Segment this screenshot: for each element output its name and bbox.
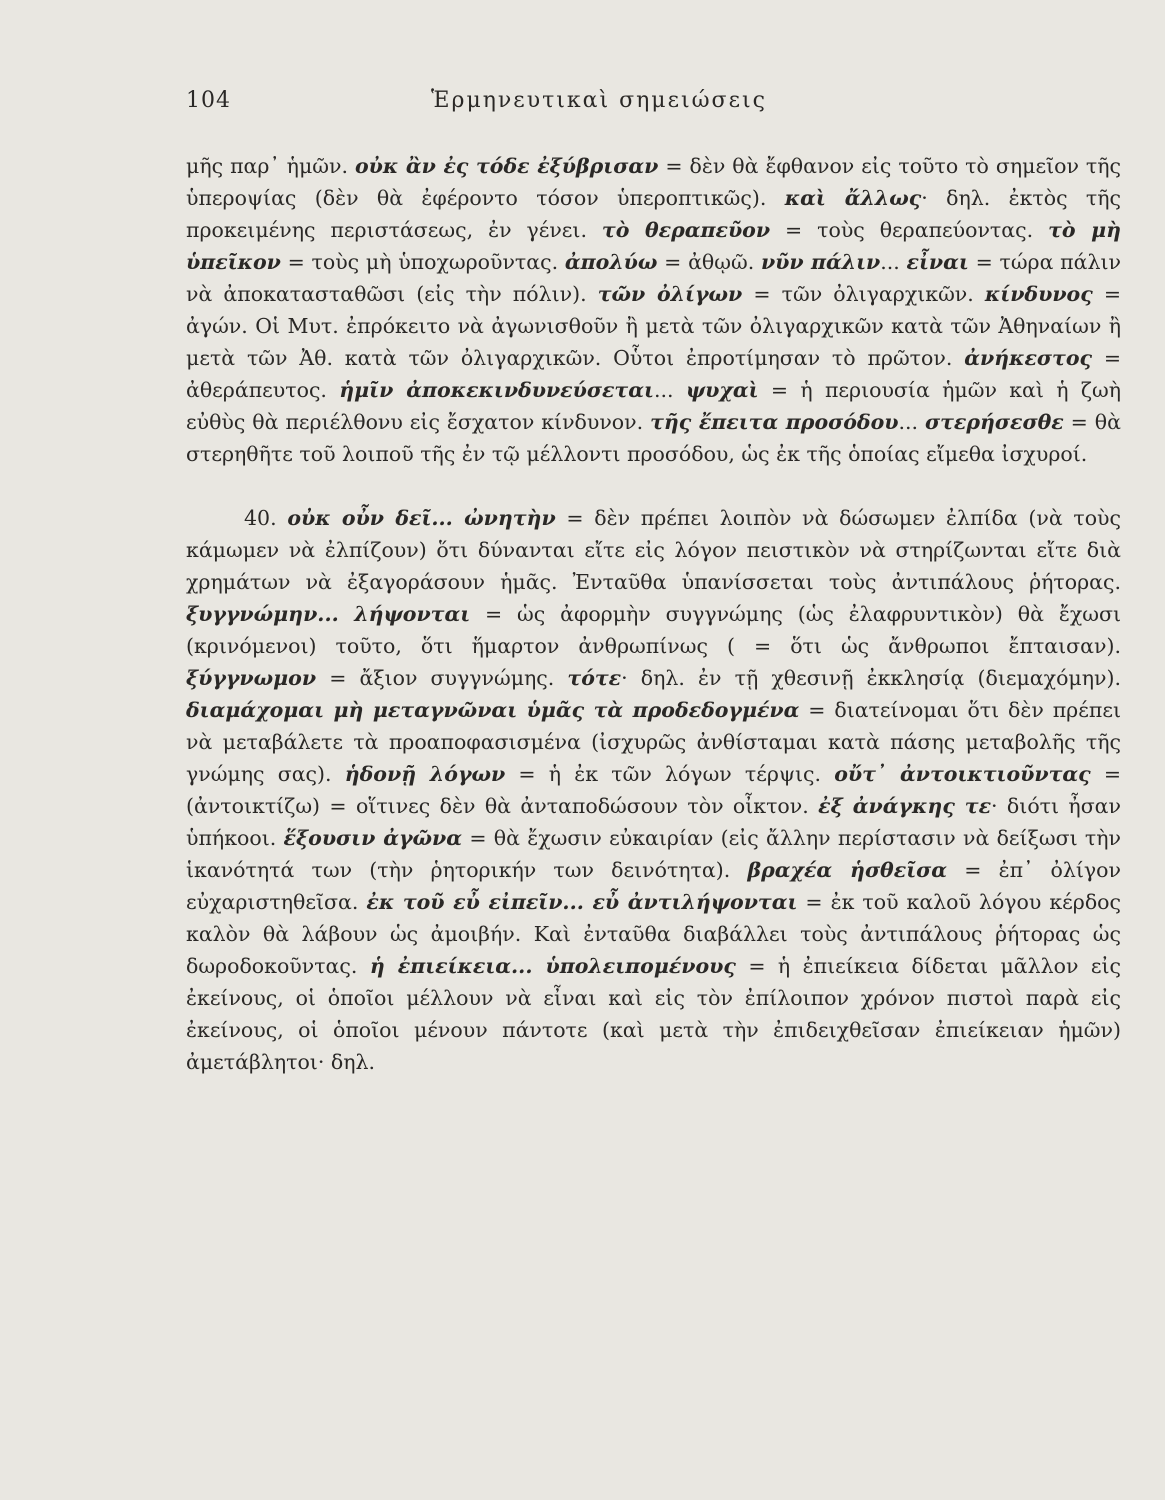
lemma-term: ἡ ἐπιείκεια... ὑπολειπομένους xyxy=(369,954,736,978)
gloss-text: · διότι ἦσαν ὑπήκοοι. xyxy=(186,794,1121,850)
lemma-term: τὸ θεραπεῦον xyxy=(601,218,771,242)
gloss-text: = θὰ στερηθῆτε τοῦ λοιποῦ τῆς ἐν τῷ μέλλοντι προσόδου, ὡς ἐκ τῆς ὁποίας εἴμεθα ἰσχυροί. xyxy=(186,410,1121,466)
gloss-text: = ἀγών. Οἱ Μυτ. ἐπρόκειτο νὰ ἀγωνισθοῦν ἢ μετὰ τῶν ὀλιγαρχικῶν κατὰ τῶν Ἀθηναίων ἢ μετὰ τῶν Ἀθ. κατὰ τῶν ὀλιγαρχικῶν. Οὗτοι ἐπροτίμησαν τὸ πρῶτον. xyxy=(186,282,1122,370)
lemma-term: ἀνήκεστος xyxy=(964,346,1092,370)
lemma-term: τὸ μὴ ὑπεῖκον xyxy=(186,218,1121,274)
gloss-text: = ὡς ἀφορμὴν συγγνώμης (ὡς ἐλαφρυντικὸν) θὰ ἔχωσι (κρινόμενοι) τοῦτο, ὅτι ἥμαρτον ἀνθρωπίνως ( = ὅτι ὡς ἄνθρωποι ἔπταισαν). xyxy=(186,602,1121,658)
gloss-text: = τοὺς μὴ ὑποχωροῦντας. xyxy=(280,250,565,274)
gloss-text: = ἀθεράπευτος. xyxy=(186,346,1121,402)
running-header xyxy=(186,88,1121,124)
lemma-term: κίνδυνος xyxy=(984,282,1093,306)
gloss-text: ... xyxy=(653,378,686,402)
lemma-term: εἶναι xyxy=(906,250,969,274)
lemma-term: ἐκ τοῦ εὖ εἰπεῖν... εὖ ἀντιλήψονται xyxy=(366,890,798,914)
lemma-term: καὶ ἄλλως xyxy=(784,186,922,210)
gloss-text: = (ἀντοικτίζω) = οἵτινες δὲν θὰ ἀνταποδώσουν τὸν οἶκτον. xyxy=(186,762,1122,818)
commentary-paragraph xyxy=(186,502,1121,1078)
commentary-paragraph xyxy=(186,150,1121,470)
gloss-text: μῆς παρ᾽ ἡμῶν. xyxy=(186,154,355,178)
gloss-text: ... xyxy=(880,250,907,274)
gloss-text: = δὲν θὰ ἔφθανον εἰς τοῦτο τὸ σημεῖον τῆς ὑπεροψίας (δὲν θὰ ἐφέροντο τόσον ὑπεροπτικῶς). xyxy=(186,154,1122,210)
lemma-term: τῆς ἔπειτα προσόδου xyxy=(650,410,899,434)
gloss-text: = δὲν πρέπει λοιπὸν νὰ δώσωμεν ἐλπίδα (νὰ τοὺς κάμωμεν νὰ ἐλπίζουν) ὅτι δύνανται εἴτε εἰς λόγον πειστικὸν νὰ στηρίζωνται εἴτε διὰ χρημάτων νὰ ἐξαγοράσουν ἡμᾶς. Ἐνταῦθα ὑπανίσσεται τοὺς ἀντιπάλους ῥήτορας. xyxy=(186,506,1122,594)
lemma-term: ἀπολύω xyxy=(564,250,658,274)
gloss-text: 40. xyxy=(244,506,288,530)
gloss-text: = διατείνομαι ὅτι δὲν πρέπει νὰ μεταβάλετε τὰ προαποφασισμένα (ἰσχυρῶς ἀνθίσταμαι κατὰ πάσης μεταβολῆς τῆς γνώμης σας). xyxy=(186,698,1121,786)
gloss-text: = ἄξιον συγγνώμης. xyxy=(316,666,568,690)
lemma-term: ἡμῖν ἀποκεκινδυνεύσεται xyxy=(339,378,654,402)
lemma-term: ξυγγνώμην... λήψονται xyxy=(186,602,471,626)
lemma-term: ψυχαὶ xyxy=(685,378,759,402)
gloss-text: = ἐπ᾽ ὀλίγον εὐχαριστηθεῖσα. xyxy=(186,858,1121,914)
gloss-text: = τῶν ὀλιγαρχικῶν. xyxy=(742,282,985,306)
lemma-term: οὐκ οὖν δεῖ... ὠνητὴν xyxy=(287,506,556,530)
gloss-text: ... xyxy=(898,410,925,434)
gloss-text: = τοὺς θεραπεύοντας. xyxy=(770,218,1049,242)
gloss-text: = θὰ ἔχωσιν εὐκαιρίαν (εἰς ἄλλην περίστασιν νὰ δείξωσι τὴν ἱκανότητά των (τὴν ῥητορικήν των δεινότητα). xyxy=(186,826,1121,882)
running-title: Ἑρμηνευτικαὶ σημειώσεις xyxy=(431,88,767,113)
gloss-text: · δηλ. ἐκτὸς τῆς προκειμένης περιστάσεως, ἐν γένει. xyxy=(186,186,1122,242)
lemma-term: τῶν ὀλίγων xyxy=(597,282,743,306)
lemma-term: ἐξ ἀνάγκης τε xyxy=(818,794,992,818)
gloss-text: = τώρα πάλιν νὰ ἀποκατασταθῶσι (εἰς τὴν πόλιν). xyxy=(186,250,1121,306)
lemma-term: τότε xyxy=(567,666,622,690)
lemma-term: ξύγγνωμον xyxy=(186,666,317,690)
lemma-term: νῦν πάλιν xyxy=(760,250,881,274)
gloss-text: = ἡ ἐπιείκεια δίδεται μᾶλλον εἰς ἐκείνους, οἱ ὁποῖοι μέλλουν νὰ εἶναι καὶ εἰς τὸν ἐπίλοιπον χρόνον πιστοὶ παρὰ εἰς ἐκείνους, οἱ ὁποῖοι μένουν πάντοτε (καὶ μετὰ τὴν ἐπιδειχθεῖσαν ἐπιείκειαν ἡμῶν) ἀμετάβλητοι· δηλ. xyxy=(186,954,1121,1074)
lemma-term: ἕξουσιν ἀγῶνα xyxy=(283,826,463,850)
lemma-term: στερήσεσθε xyxy=(924,410,1064,434)
gloss-text: = ἡ περιουσία ἡμῶν καὶ ἡ ζωὴ εὐθὺς θὰ περιέλθονυ εἰς ἔσχατον κίνδυνον. xyxy=(186,378,1121,434)
lemma-term: διαμάχομαι μὴ μεταγνῶναι ὑμᾶς τὰ προδεδογμένα xyxy=(186,698,800,722)
lemma-term: οὐκ ἂν ἐς τόδε ἐξύβρισαν xyxy=(354,154,659,178)
gloss-text: = ἐκ τοῦ καλοῦ λόγου κέρδος καλὸν θὰ λάβουν ὡς ἀμοιβήν. Καὶ ἐνταῦθα διαβάλλει τοὺς ἀντιπάλους ῥήτορας ὡς δωροδοκοῦντας. xyxy=(186,890,1122,978)
gloss-text: · δηλ. ἐν τῇ χθεσινῇ ἐκκλησίᾳ (διεμαχόμην). xyxy=(621,666,1121,690)
commentary-body xyxy=(186,150,1121,1078)
gloss-text: = ἀθῳῶ. xyxy=(657,250,761,274)
lemma-term: ἡδονῇ λόγων xyxy=(344,762,506,786)
lemma-term: οὔτ᾽ ἀντοικτιοῦντας xyxy=(834,762,1091,786)
gloss-text: = ἡ ἐκ τῶν λόγων τέρψις. xyxy=(505,762,835,786)
lemma-term: βραχέα ἡσθεῖσα xyxy=(747,858,948,882)
page-number: 104 xyxy=(186,88,231,113)
